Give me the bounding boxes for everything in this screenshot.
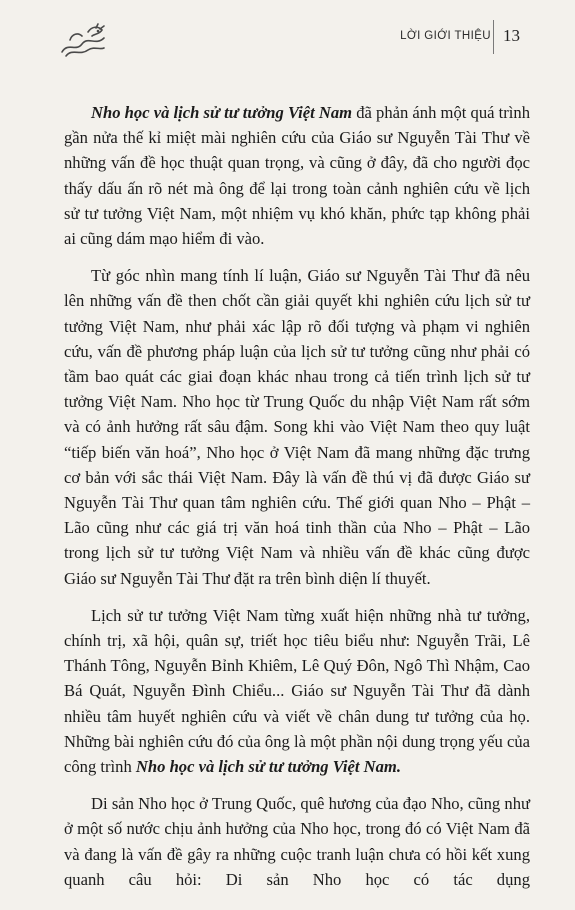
paragraph-text: đã phản ánh một quá trình gần nửa thế kỉ miệt mài nghiên cứu của Giáo sư Nguyễn Tài Thư về những vấn đề học thuật quan trọng, và cũng ở đây, đã cho người đọc thấy dấu ấn rõ nét mà ông để lại trong toàn cảnh nghiên cứu về lịch sử tư tưởng Việt Nam, một nhiệm vụ khó khăn, phức tạp không phải ai cũng dám mạo hiểm đi vào. xyxy=(64,103,530,249)
book-title-emphasis: Nho học và lịch sử tư tưởng Việt Nam. xyxy=(135,757,401,777)
book-title-emphasis: Nho học và lịch sử tư tưởng Việt Nam xyxy=(91,103,353,122)
paragraph xyxy=(64,603,530,779)
body-text xyxy=(64,100,530,904)
paragraph-text: Từ góc nhìn mang tính lí luận, Giáo sư Nguyễn Tài Thư đã nêu lên những vấn đề then chốt cần giải quyết khi nghiên cứu lịch sử tư tưởng Việt Nam, như phải xác lập rõ đối tượng và phạm vi nghiên cứu, vấn đề phương pháp luận của lịch sử tư tưởng cũng như phải có tầm bao quát các giai đoạn khác nhau trong cả tiến trình lịch sử tư tưởng Việt Nam. Nho học từ Trung Quốc du nhập Việt Nam rất sớm và có ảnh hưởng rất sâu đậm. Song khi vào Việt Nam theo quy luật “tiếp biến văn hoá”, Nho học ở Việt Nam đã mang những đặc trưng cơ bản với sắc thái Việt Nam. Đây là vấn đề thú vị đã được Giáo sư Nguyễn Tài Thư quan tâm nghiên cứu. Thế giới quan Nho – Phật – Lão cũng như các giá trị văn hoá tinh thần của Nho – Phật – Lão trong lịch sử tư tưởng Việt Nam và nhiều vấn đề khác cũng được Giáo sư Nguyễn Tài Thư đặt ra trên bình diện lí thuyết. xyxy=(64,266,530,588)
page-number: 13 xyxy=(503,26,520,45)
dragon-ornament-icon xyxy=(58,22,108,60)
paragraph xyxy=(64,791,530,892)
paragraph-text: Lịch sử tư tưởng Việt Nam từng xuất hiện những nhà tư tưởng, chính trị, xã hội, quân sự, triết học tiêu biểu như: Nguyễn Trãi, Lê Thánh Tông, Nguyễn Bỉnh Khiêm, Lê Quý Đôn, Ngô Thì Nhậm, Cao Bá Quát, Nguyễn Đình Chiểu... Giáo sư Nguyễn Tài Thư đã dành nhiều tâm huyết nghiên cứu và viết về chân dung tư tưởng của họ. Những bài nghiên cứu đó của ông là một phần nội dung trọng yếu của công trình xyxy=(64,605,530,777)
header-divider xyxy=(493,20,494,54)
paragraph xyxy=(64,263,530,591)
paragraph-text: Di sản Nho học ở Trung Quốc, quê hương của đạo Nho, cũng như ở một số nước chịu ảnh hưởng của Nho học, trong đó có Việt Nam đã và đang là vấn đề gây ra những cuộc tranh luận chưa có hồi kết xung quanh câu hỏi: Di sản Nho học có tác dụng xyxy=(64,794,530,889)
page-header xyxy=(0,0,575,70)
paragraph xyxy=(64,100,530,251)
running-title: LỜI GIỚI THIỆU xyxy=(400,30,491,42)
